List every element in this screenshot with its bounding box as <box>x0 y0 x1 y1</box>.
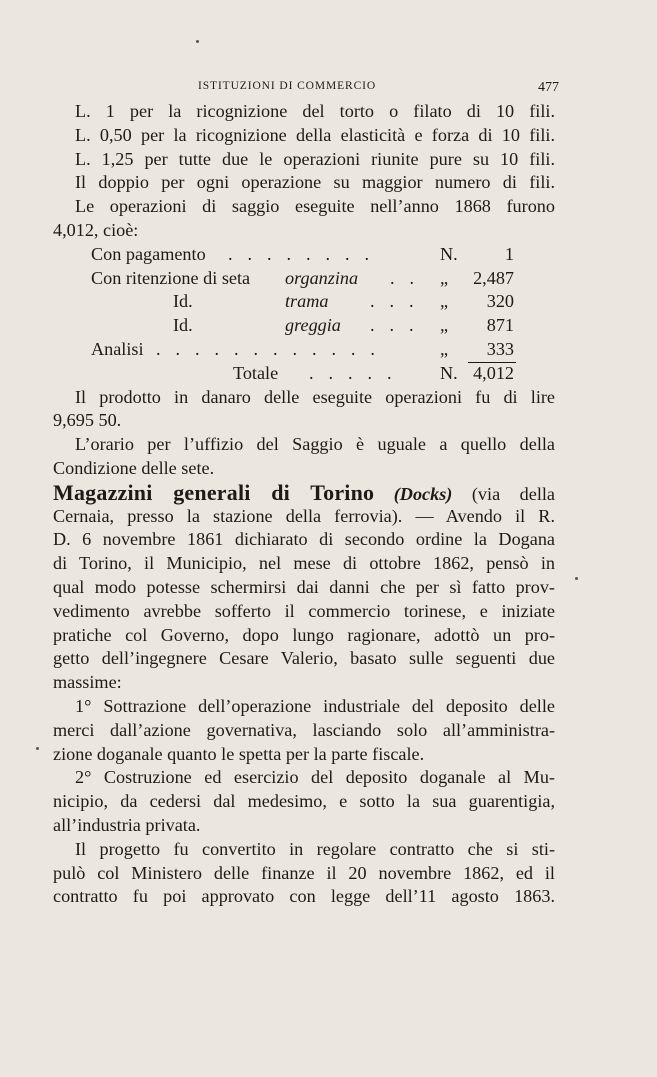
row-value: 2,487 <box>473 267 514 288</box>
row-kind: greggia <box>285 315 341 336</box>
row-kind: organzina <box>285 267 359 288</box>
text-line: 4,012, cioè: <box>53 219 139 240</box>
dot-leader: . . . <box>370 315 419 336</box>
row-unit: „ <box>440 315 449 336</box>
row-unit: „ <box>440 291 449 312</box>
row-label: Con pagamento <box>91 243 206 264</box>
row-unit: „ <box>440 267 449 288</box>
text-line: zione doganale quanto le spetta per la parte fiscale. <box>53 743 425 764</box>
table-row <box>53 290 555 314</box>
text-line: pratiche col Governo, dopo lungo ragionare, adottò un pro- <box>53 624 555 645</box>
dot-leader: . . . <box>370 291 419 312</box>
row-value: 871 <box>486 315 514 336</box>
text-line: getto dell’ingegnere Cesare Valerio, basato sulle seguenti due <box>53 648 555 669</box>
text-line: qual modo potesse schermirsi dai danni che per sì fatto prov- <box>53 576 555 597</box>
page-number: 477 <box>538 80 559 95</box>
table-row <box>53 267 555 291</box>
table-row <box>53 314 555 338</box>
row-unit: N. <box>440 243 458 264</box>
section-heading-line <box>53 481 555 505</box>
text-line: 1° Sottrazione dell’operazione industriale del deposito delle <box>75 695 555 716</box>
section-heading: Magazzini generali di Torino <box>53 480 375 505</box>
row-value: 320 <box>486 291 514 312</box>
text-line: 2° Costruzione ed esercizio del deposito doganale al Mu- <box>75 767 555 788</box>
row-value: 333 <box>486 338 514 359</box>
paper-speck <box>575 577 578 580</box>
text-line: Il doppio per ogni operazione su maggior numero di fili. <box>75 172 555 193</box>
text-line: Cernaia, presso la stazione della ferrovia). — Avendo il R. <box>53 505 555 526</box>
row-label: Id. <box>173 291 193 312</box>
text-line: Il progetto fu convertito in regolare contratto che si sti- <box>75 838 555 859</box>
text-line: contratto fu poi approvato con legge dell’11 agosto 1863. <box>53 886 555 907</box>
text-line: 9,695 50. <box>53 410 122 431</box>
table-total-row <box>53 362 555 386</box>
row-label: Id. <box>173 315 193 336</box>
text-line: nicipio, da cedersi dal medesimo, e sotto la sua guarentigia, <box>53 791 555 812</box>
text-fragment: (via della <box>471 483 555 504</box>
text-line: Le operazioni di saggio eseguite nell’anno 1868 furono <box>75 196 555 217</box>
running-title: ISTITUZIONI DI COMMERCIO <box>198 80 377 92</box>
text-line: all’industria privata. <box>53 814 201 835</box>
table-row <box>53 338 555 362</box>
row-value: 1 <box>504 243 514 264</box>
row-label: Con ritenzione di seta <box>91 267 251 288</box>
text-line: L. 1,25 per tutte due le operazioni riunite pure su 10 fili. <box>75 148 555 169</box>
text-line: di Torino, il Municipio, nel mese di ottobre 1862, pensò in <box>53 553 555 574</box>
body-text <box>53 100 555 909</box>
text-line: massime: <box>53 672 122 693</box>
total-label: Totale <box>233 362 279 383</box>
sum-rule <box>468 362 516 363</box>
text-line: L’orario per l’uffizio del Saggio è uguale a quello della <box>75 434 555 455</box>
dot-leader: . . . . . . . . <box>228 243 375 264</box>
paper-speck <box>36 747 39 750</box>
table-row <box>53 243 555 267</box>
total-unit: N. <box>440 362 458 383</box>
dot-leader: . . <box>390 267 420 288</box>
section-heading-italic: (Docks) <box>393 483 453 504</box>
paper-speck <box>196 40 199 43</box>
text-line: L. 1 per la ricognizione del torto o filato di 10 fili. <box>75 101 555 121</box>
saggio-table <box>53 243 555 386</box>
text-line: Il prodotto in danaro delle eseguite operazioni fu di lire <box>75 386 555 407</box>
dot-leader: . . . . . <box>309 362 397 383</box>
text-line: merci dall’azione governativa, lasciando solo all’amministra- <box>53 719 555 740</box>
text-line: L. 0,50 per la ricognizione della elasticità e forza di 10 fili. <box>75 124 555 145</box>
row-label: Analisi <box>91 338 144 359</box>
row-unit: „ <box>440 338 449 359</box>
text-line: Condizione delle sete. <box>53 457 215 478</box>
row-kind: trama <box>285 291 329 312</box>
dot-leader: . . . . . . . . . . . . <box>156 338 381 359</box>
text-line: vedimento avrebbe sofferto il commercio torinese, e iniziate <box>53 600 555 621</box>
text-line: D. 6 novembre 1861 dichiarato di secondo ordine la Dogana <box>53 529 555 550</box>
total-value: 4,012 <box>473 362 514 383</box>
running-header <box>0 80 657 100</box>
text-line: pulò col Ministero delle finanze il 20 novembre 1862, ed il <box>53 862 555 883</box>
